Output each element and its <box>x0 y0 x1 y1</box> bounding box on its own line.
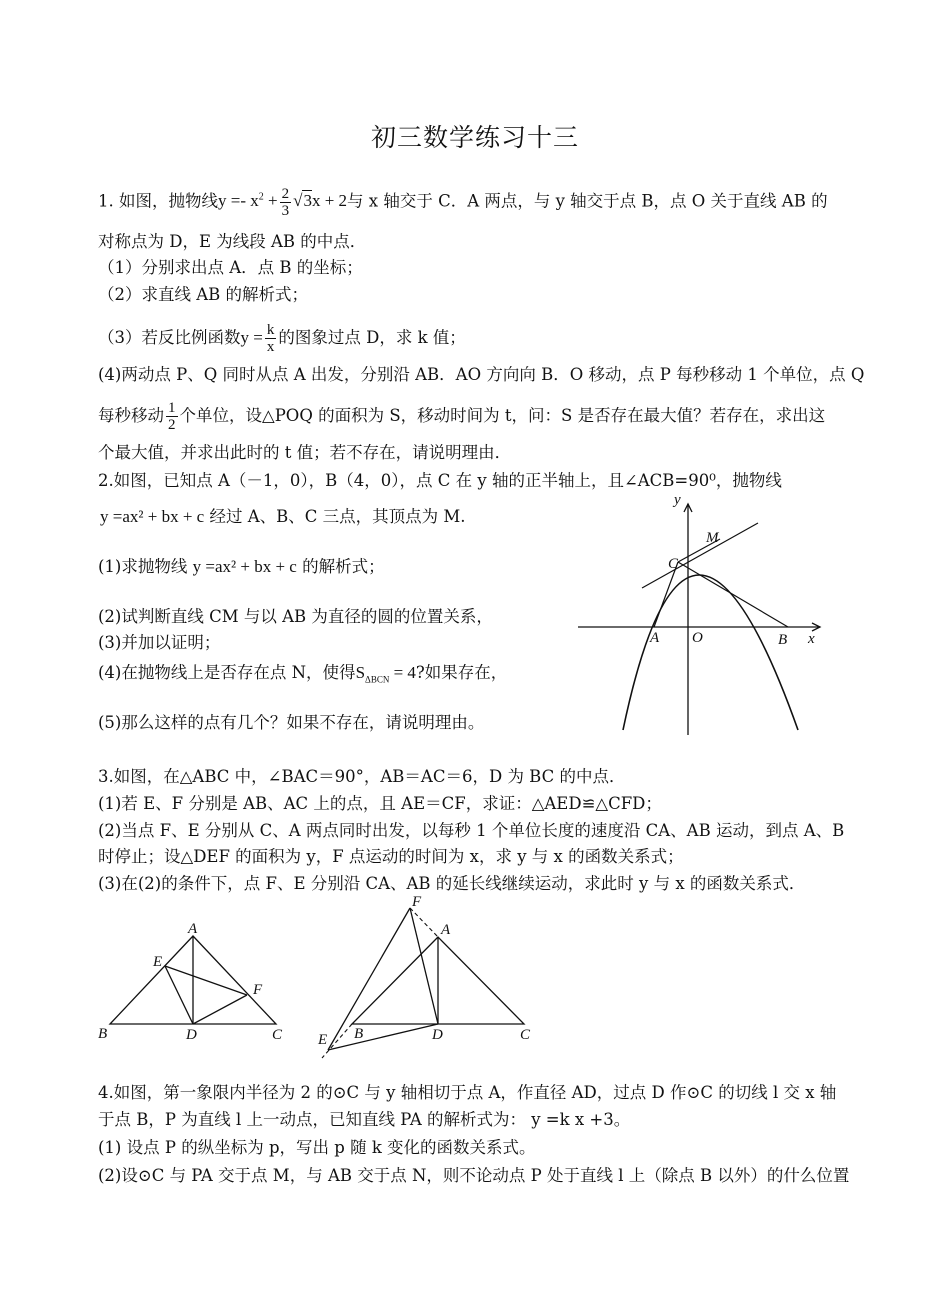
q2-line1: 2.如图，已知点 A（－1，0），B（4，0），点 C 在 y 轴的正半轴上，且∠ACB=90⁰，抛物线 <box>98 471 782 490</box>
q2-fig-label-B: B <box>778 632 788 648</box>
q2-part5: (5)那么这样的点有几个？如果不存在，请说明理由。 <box>98 713 485 732</box>
q3-fig2-label-D: D <box>432 1027 443 1043</box>
q4-part2: (2)设⊙C 与 PA 交于点 M，与 AB 交于点 N，则不论动点 P 处于直线 l 上（除点 B 以外）的什么位置 <box>98 1166 850 1185</box>
q1-part2: （2）求直线 AB 的解析式； <box>98 285 309 304</box>
q1-part4-line1: (4)两动点 P、Q 同时从点 A 出发，分别沿 AB．AO 方向向 B．O 移动，点 P 每秒移动 1 个单位，点 Q <box>98 365 865 384</box>
q4-line2: 于点 B，P 为直线 l 上一动点，已知直线 PA 的解析式为： y =k x +3。 <box>98 1110 631 1129</box>
q3-part2-line1: (2)当点 F、E 分别从 C、A 两点同时出发，以每秒 1 个单位长度的速度沿 CA、AB 运动，到点 A、B <box>98 821 845 840</box>
q3-fig2-label-F: F <box>412 894 422 910</box>
q2-fig-label-A: A <box>650 630 660 646</box>
q2-part3: (3)并加以证明； <box>98 633 221 652</box>
q2-part2: (2)试判断直线 CM 与以 AB 为直径的圆的位置关系， <box>98 607 493 626</box>
q3-fig1-label-E: E <box>153 954 163 970</box>
q3-part3: (3)在(2)的条件下，点 F、E 分别沿 CA、AB 的延长线继续运动，求此时 y 与 x 的函数关系式． <box>98 874 806 893</box>
q1-part3: （3）若反比例函数y = $\frac{k}{x}$ 的图象过点 D，求 k 值； <box>98 322 466 355</box>
q3-part1: (1)若 E、F 分别是 AB、AC 上的点，且 AE＝CF，求证：△AED≌△CFD； <box>98 794 662 813</box>
q4-line1: 4.如图，第一象限内半径为 2 的⊙C 与 y 轴相切于点 A，作直径 AD，过点 D 作⊙C 的切线 l 交 x 轴 <box>98 1083 837 1102</box>
q4-part1: (1) 设点 P 的纵坐标为 p，写出 p 随 k 变化的函数关系式。 <box>98 1138 536 1157</box>
page-title: 初三数学练习十三 <box>370 123 579 152</box>
q1-part4-line3: 个最大值，并求出此时的 t 值；若不存在，请说明理由． <box>98 443 512 462</box>
q3-fig2-label-A: A <box>441 922 451 938</box>
q3-fig1-label-F: F <box>253 982 263 998</box>
q2-area-expr: $S_{\Delta BCN} = 4$ <box>355 663 416 685</box>
q2-part4: (4)在抛物线上是否存在点 N，使得$S_{\Delta BCN} = 4$?如果存在， <box>98 663 508 685</box>
q2-part1: (1)求抛物线 y =ax² + bx + c 的解析式； <box>98 557 385 576</box>
q1-line1 <box>98 186 828 219</box>
q1-intro: 1. 如图，抛物线 <box>98 191 218 211</box>
q3-fig2-label-C: C <box>520 1027 531 1043</box>
q3-fig1-label-D: D <box>186 1027 197 1043</box>
q1-fraction: $\frac{2}{3}$ <box>281 186 290 219</box>
q3-fig1-label-A: A <box>188 921 198 937</box>
q3-triangle-figure-2 <box>310 892 550 1062</box>
q1-intro-tail: 与 x 轴交于 C．A 两点，与 y 轴交于点 B，点 O 关于直线 AB 的 <box>347 191 828 211</box>
q3-part2-line2: 时停止；设△DEF 的面积为 y，F 点运动的时间为 x，求 y 与 x 的函数关系式； <box>98 847 684 866</box>
q1-equation: $y =- x^2$ + $\frac{2}{3}$ √3x + 2 <box>218 186 348 219</box>
q1-part1: （1）分别求出点 A．点 B 的坐标； <box>98 258 363 277</box>
q1-part3-fraction: $\frac{k}{x}$ <box>266 322 275 355</box>
q2-fig-label-O: O <box>692 630 703 646</box>
q3-fig1-label-B: B <box>98 1026 108 1042</box>
q3-fig2-label-E: E <box>318 1032 328 1048</box>
q1-line2: 对称点为 D，E 为线段 AB 的中点． <box>98 232 367 251</box>
q2-fig-label-x: x <box>808 631 815 647</box>
q3-line1: 3.如图，在△ABC 中，∠BAC＝90°，AB＝AC＝6，D 为 BC 的中点． <box>98 767 626 786</box>
q2-fig-label-y: y <box>674 492 681 508</box>
q1-part4-fraction: $\frac{1}{2}$ <box>168 400 176 433</box>
q2-fig-label-C: C <box>668 556 679 572</box>
q2-line2: y =ax² + bx + c 经过 A、B、C 三点，其顶点为 M. <box>100 507 466 526</box>
q3-triangle-figure-1 <box>90 918 300 1048</box>
q3-fig2-label-B: B <box>354 1026 364 1042</box>
q2-equation: y =ax² + bx + c <box>100 507 205 526</box>
q2-fig-label-M: M <box>706 530 719 546</box>
q3-fig1-label-C: C <box>272 1027 283 1043</box>
q1-part4-line2: 每秒移动 $\frac{1}{2}$ 个单位，设△POQ 的面积为 S，移动时间为 t，问：S 是否存在最大值？若存在，求出这 <box>98 400 826 433</box>
q2-parabola-figure <box>570 490 835 740</box>
